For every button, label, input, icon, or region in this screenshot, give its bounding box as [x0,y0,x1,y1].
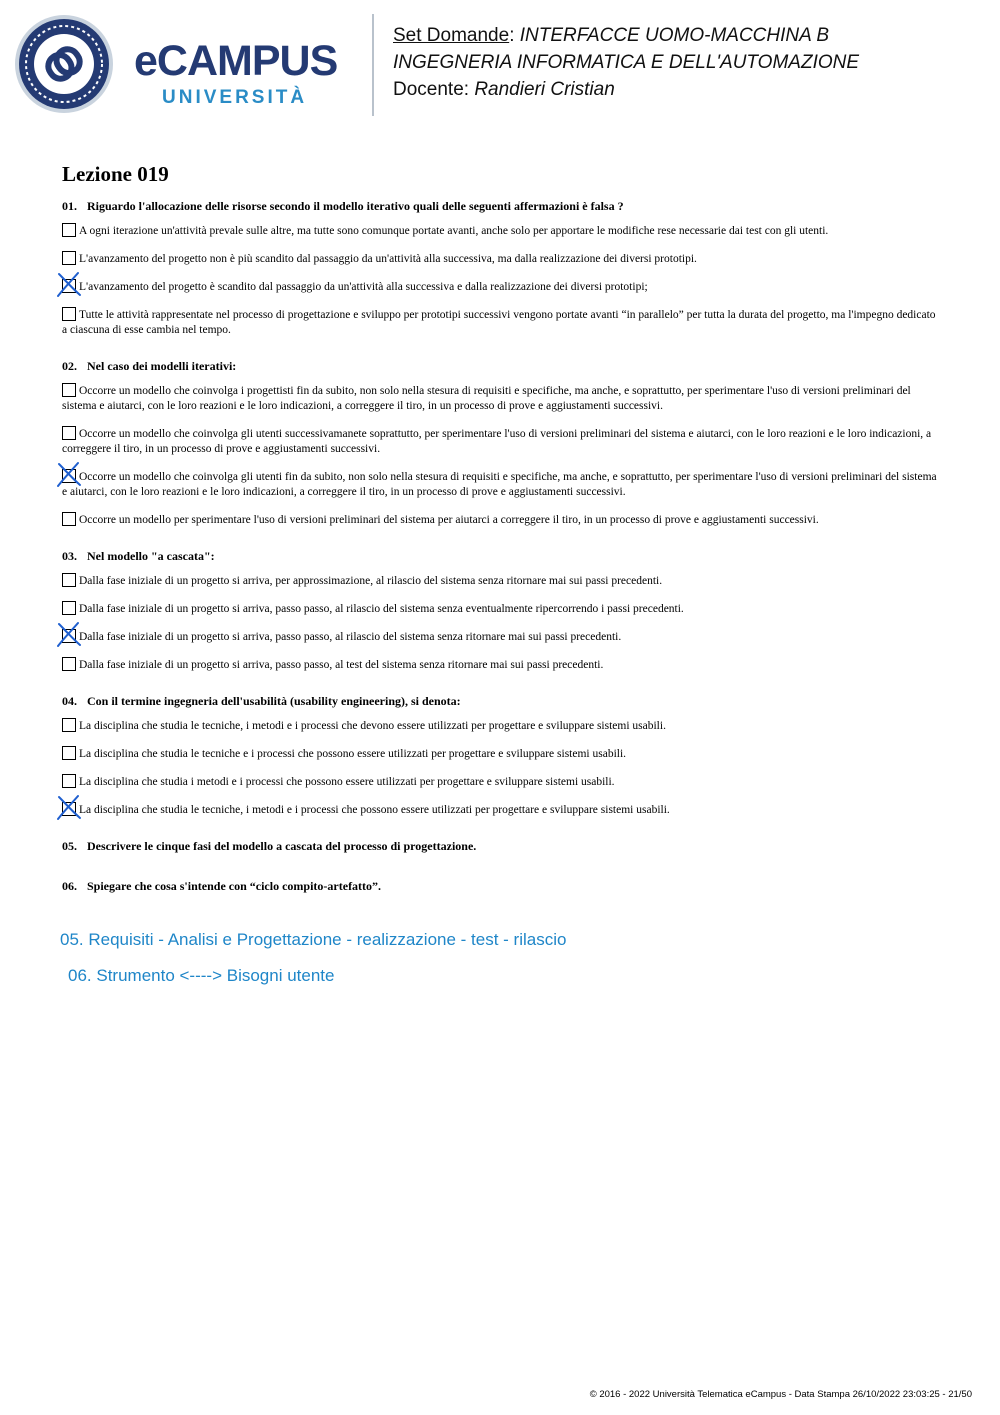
answer-option [62,251,942,267]
answer-option [62,746,942,762]
option-checkbox[interactable] [62,223,76,237]
option-text: La disciplina che studia i metodi e i processi che possono essere utilizzati per progettare e sviluppare sistemi usabili. [79,776,615,788]
teacher-label: Docente: [393,79,470,100]
lesson-title: Lezione 019 [62,162,169,186]
option-checkbox[interactable] [62,512,76,526]
question-number: 01. [62,199,77,213]
question-number: 03. [62,549,77,563]
course-line: Set Domande: INTERFACCE UOMO-MACCHINA B [393,25,830,46]
program-line [393,49,859,76]
answer-option [62,657,942,673]
question-title [62,198,942,214]
answer-option [62,383,942,414]
open-question [62,878,942,894]
open-question [62,838,942,854]
course-name: INTERFACCE UOMO-MACCHINA B [519,25,830,46]
teacher-line [393,76,859,103]
questions-list [62,198,942,818]
logo-wordmark: eCAMPUS [134,37,338,85]
open-questions-list [62,838,942,894]
page-footer: © 2016 - 2022 Università Telematica eCampus - Data Stampa 26/10/2022 23:03:25 - 21/50 [589,1389,972,1400]
option-text: L'avanzamento del progetto è scandito dal passaggio da un'attività alla successiva e dalla realizzazione dei diversi prototipi; [79,281,648,293]
answer-option [62,718,942,734]
answer-option [62,512,942,528]
answer-option [62,629,942,645]
page-header [0,0,1000,130]
option-checkbox[interactable] [62,629,76,643]
option-text: Occorre un modello che coinvolga gli utenti fin da subito, non solo nella stesura di requisiti e specifiche, ma anche, e soprattutto, per sperimentare l'uso di versioni preliminari del sistema e aiutarci, con le loro reazioni e le loro indicazioni, a correggere il tiro, in un processo di prove e aggiustamenti successivi. [62,471,937,498]
option-checkbox[interactable] [62,573,76,587]
option-checkbox[interactable] [62,718,76,732]
logo-subtitle: UNIVERSITÀ [162,87,308,108]
option-checkbox[interactable] [62,746,76,760]
question-text: Nel modello "a cascata": [87,549,215,563]
program-name: INGEGNERIA INFORMATICA E DELL'AUTOMAZIONE [393,52,860,73]
answer-option [62,469,942,500]
answer-option [62,279,942,295]
answer-option [62,774,942,790]
option-text: La disciplina che studia le tecniche e i processi che possono essere utilizzati per progettare e sviluppare sistemi usabili. [79,748,627,760]
question-number: 06. [62,879,77,893]
option-text: A ogni iterazione un'attività prevale sulle altre, ma tutte sono comunque portate avanti, anche solo per apportare le modifiche rese necessarie dai test con gli utenti. [79,225,829,237]
question-number: 02. [62,359,77,373]
option-text: Occorre un modello che coinvolga gli utenti successivamanete soprattutto, per sperimentare l'uso di versioni preliminari del sistema e aiutarci, con le loro reazioni e le loro indicazioni, a correggere il tiro, in un processo di prove e aggiustamenti successivi. [62,428,932,455]
answer-06: 06. Strumento <----> Bisogni utente [68,966,335,985]
option-checkbox[interactable] [62,601,76,615]
answer-05: 05. Requisiti - Analisi e Progettazione - realizzazione - test - rilascio [60,930,567,949]
option-text: Dalla fase iniziale di un progetto si arriva, passo passo, al rilascio del sistema senza ritornare mai sui passi precedenti. [79,631,622,643]
answer-option [62,601,942,617]
question-block [62,548,942,673]
question-block [62,358,942,528]
course-info [393,22,859,103]
answer-option [62,573,942,589]
header-divider [372,14,374,116]
question-number: 04. [62,694,77,708]
question-text: Descrivere le cinque fasi del modello a cascata del processo di progettazione. [87,839,477,853]
question-title [62,693,942,709]
option-text: Dalla fase iniziale di un progetto si arriva, passo passo, al test del sistema senza ritornare mai sui passi precedenti. [79,659,604,671]
ecampus-logo-icon [14,14,114,114]
set-label: Set Domande [393,25,510,46]
option-checkbox[interactable] [62,383,76,397]
option-checkbox[interactable] [62,469,76,483]
questions-content [62,160,942,918]
option-text: Occorre un modello che coinvolga i progettisti fin da subito, non solo nella stesura di requisiti e specifiche, ma anche, e soprattutto, per sperimentare l'uso di versioni preliminari del sistema e aiutarci, con le loro reazioni e le loro indicazioni, a correggere il tiro, in un processo di prove e aggiustamenti successivi. [62,385,911,412]
option-text: Dalla fase iniziale di un progetto si arriva, passo passo, al rilascio del sistema senza eventualmente ripercorrendo i passi precedenti. [79,603,684,615]
question-block [62,693,942,818]
answer-option [62,223,942,239]
option-checkbox[interactable] [62,774,76,788]
option-checkbox[interactable] [62,802,76,816]
option-checkbox[interactable] [62,657,76,671]
teacher-name: Randieri Cristian [474,79,615,100]
option-checkbox[interactable] [62,279,76,293]
question-title [62,358,942,374]
option-text: La disciplina che studia le tecniche, i metodi e i processi che devono essere utilizzati per progettare e sviluppare sistemi usabili. [79,720,666,732]
question-text: Nel caso dei modelli iterativi: [87,359,237,373]
question-text: Riguardo l'allocazione delle risorse secondo il modello iterativo quali delle seguenti affermazioni è falsa ? [87,199,624,213]
option-text: Occorre un modello per sperimentare l'uso di versioni preliminari del sistema per aiutarci a correggere il tiro, in un processo di prove e aggiustamenti successivi. [79,514,819,526]
question-text: Spiegare che cosa s'intende con “ciclo compito-artefatto”. [87,879,382,893]
answer-option [62,426,942,457]
answer-option [62,802,942,818]
question-block [62,198,942,338]
option-text: La disciplina che studia le tecniche, i metodi e i processi che possono essere utilizzati per progettare e sviluppare sistemi usabili. [79,804,670,816]
question-title [62,548,942,564]
answer-option [62,307,942,338]
option-text: Tutte le attività rappresentate nel processo di progettazione e sviluppo per prototipi successivi vengono portate avanti “in parallelo” per tutta la durata del progetto, ma l'impegno dedicato a ciascuna di esse cambia nel tempo. [62,309,936,336]
option-text: L'avanzamento del progetto non è più scandito dal passaggio da un'attività alla successiva, ma dalla realizzazione dei diversi prototipi. [79,253,697,265]
option-checkbox[interactable] [62,251,76,265]
option-text: Dalla fase iniziale di un progetto si arriva, per approssimazione, al rilascio del sistema senza ritornare mai sui passi precedenti. [79,575,663,587]
question-number: 05. [62,839,77,853]
option-checkbox[interactable] [62,426,76,440]
handwritten-answers [60,928,566,988]
question-text: Con il termine ingegneria dell'usabilità (usability engineering), si denota: [87,694,461,708]
option-checkbox[interactable] [62,307,76,321]
